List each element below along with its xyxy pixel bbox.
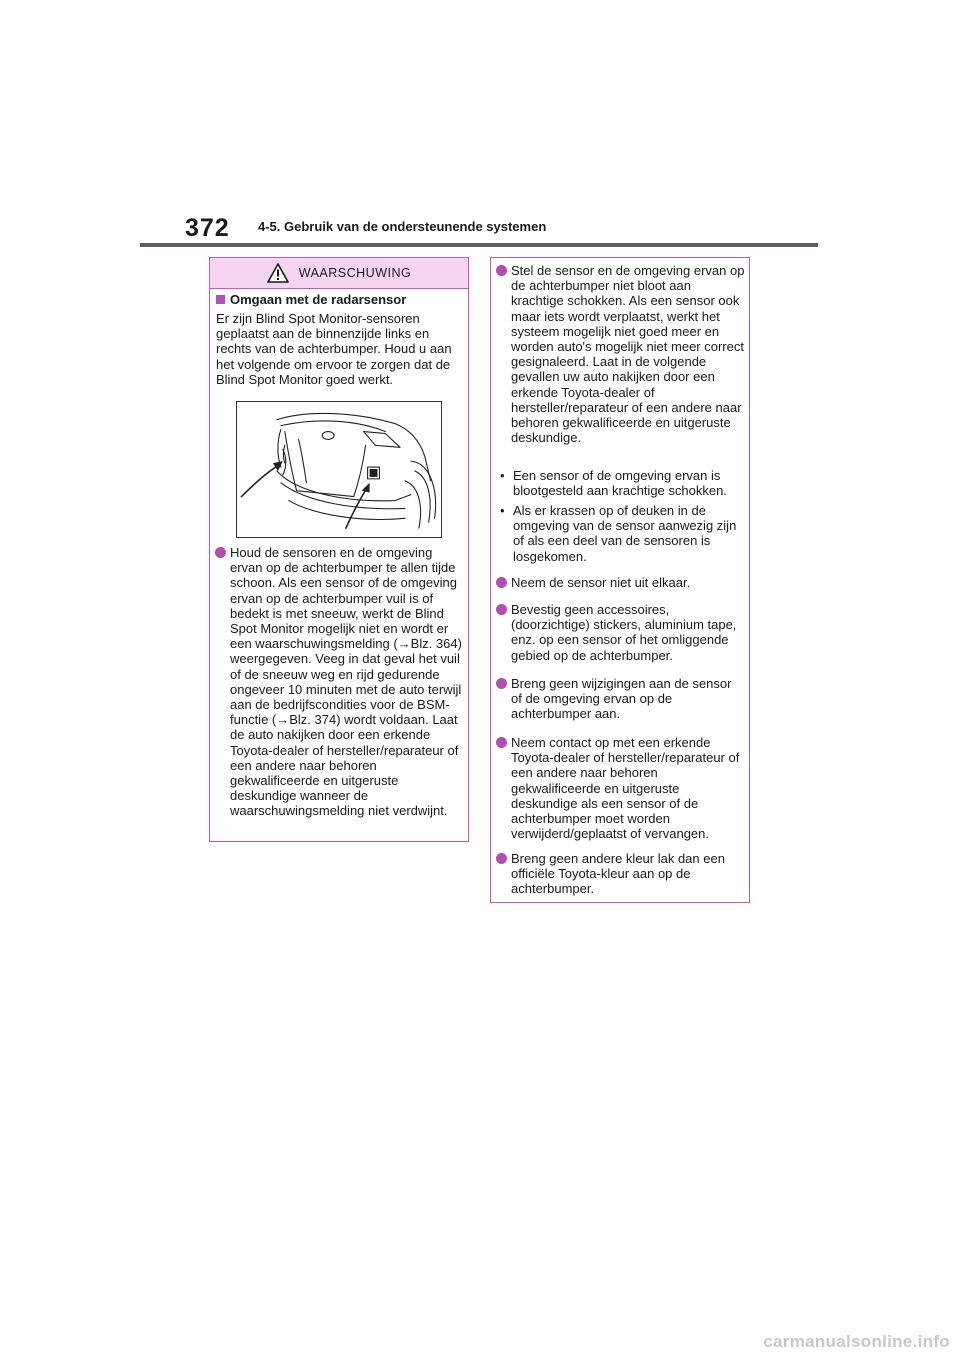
intro-text: Er zijn Blind Spot Monitor-sensoren geplaatst aan de binnenzijde links en rechts van de achterbumper. Houd u aan het volgende om ervoor te zorgen dat de Blind Spot Monitor goed werkt. [216, 311, 452, 387]
warning-label: WAARSCHUWING [298, 266, 412, 280]
bullet-text: Bevestig geen accessoires, (doorzichtige) stickers, aluminium tape, enz. op een sensor of het omliggende gebied op de achterbumper. [511, 602, 737, 663]
bullet-text: Houd de sensoren en de omgeving ervan op de achterbumper te allen tijde schoon. Als een sensor of de omgeving ervan op de achterbumper vuil is of bedekt is met sneeuw, werkt de Blind Spot Monitor mogelijk niet en wordt er een waarschuwingsmelding (→Blz. 364) weergegeven. Veeg in dat geval het vuil of de sneeuw weg en rijd gedurende ongeveer 10 minuten met de auto terwijl aan de bedrijfscondities voor de BSM-functie (→Blz. 374) wordt voldaan. Laat de auto nakijken door een erkende Toyota-dealer of hersteller/reparateur of een andere naar behoren gekwalificeerde en uitgeruste deskundige wanneer de waarschuwingsmelding niet verdwijnt. [230, 545, 462, 819]
car-rear-drawing [237, 402, 441, 537]
warning-triangle-icon [267, 263, 289, 283]
circle-bullet-icon [496, 604, 507, 615]
dot-mark-icon: • [500, 503, 505, 518]
dot-mark-icon: • [500, 468, 505, 483]
circle-bullet-icon [496, 737, 507, 748]
bullet-text: Neem de sensor niet uit elkaar. [511, 575, 691, 590]
bullet-text: Breng geen wijzigingen aan de sensor of de omgeving ervan op de achterbumper aan. [511, 676, 732, 722]
warning-panel-right [490, 257, 750, 903]
arrow-head-left [273, 461, 283, 471]
list-item [495, 676, 745, 722]
list-item [495, 735, 745, 841]
list-item [495, 851, 745, 897]
circle-bullet-icon [496, 577, 507, 588]
watermark[interactable]: carmanualsonline.info [763, 1332, 950, 1351]
sub-list-item [499, 468, 745, 498]
arrow-head-right [362, 483, 370, 493]
list-item [495, 602, 745, 663]
sub-bullet-text: Een sensor of de omgeving ervan is blootgesteld aan krachtige schokken. [513, 468, 727, 499]
list-item [495, 575, 745, 590]
list-item [495, 263, 745, 445]
rear-bumper-sensor-illustration [236, 401, 442, 538]
circle-bullet-icon [496, 853, 507, 864]
sub-list-item [499, 503, 745, 564]
page-number: 372 [185, 214, 230, 242]
square-bullet-icon [216, 295, 225, 304]
subheading [216, 292, 464, 307]
warning-header [210, 258, 468, 289]
sub-bullet-text: Als er krassen op of deuken in de omgeving van de sensor aanwezig zijn of als een deel van de sensoren is losgekomen. [513, 503, 737, 564]
bullet-text: Neem contact op met een erkende Toyota-dealer of hersteller/reparateur of een andere naar behoren gekwalificeerde en uitgeruste deskundige als een sensor of de achterbumper moet worden verwijderd/geplaatst of vervangen. [511, 735, 740, 842]
circle-bullet-icon [215, 547, 226, 558]
bullet-text: Breng geen andere kleur lak dan een officiële Toyota-kleur aan op de achterbumper. [511, 851, 725, 897]
subheading-text: Omgaan met de radarsensor [230, 292, 407, 307]
section-title: 4-5. Gebruik van de ondersteunende systemen [258, 219, 547, 234]
list-item [214, 545, 464, 819]
circle-bullet-icon [496, 678, 507, 689]
header-rule [140, 243, 818, 247]
bullet-text: Stel de sensor en de omgeving ervan op de achterbumper niet bloot aan krachtige schokken. Als een sensor ook maar iets wordt verplaatst, werkt het systeem mogelijk niet goed meer en worden auto's mogelijk niet meer correct gesignaleerd. Laat in de volgende gevallen uw auto nakijken door een erkende Toyota-dealer of hersteller/reparateur of een andere naar behoren gekwalificeerde en uitgeruste deskundige. [511, 263, 745, 446]
circle-bullet-icon [496, 265, 507, 276]
warning-panel-left [209, 257, 469, 842]
